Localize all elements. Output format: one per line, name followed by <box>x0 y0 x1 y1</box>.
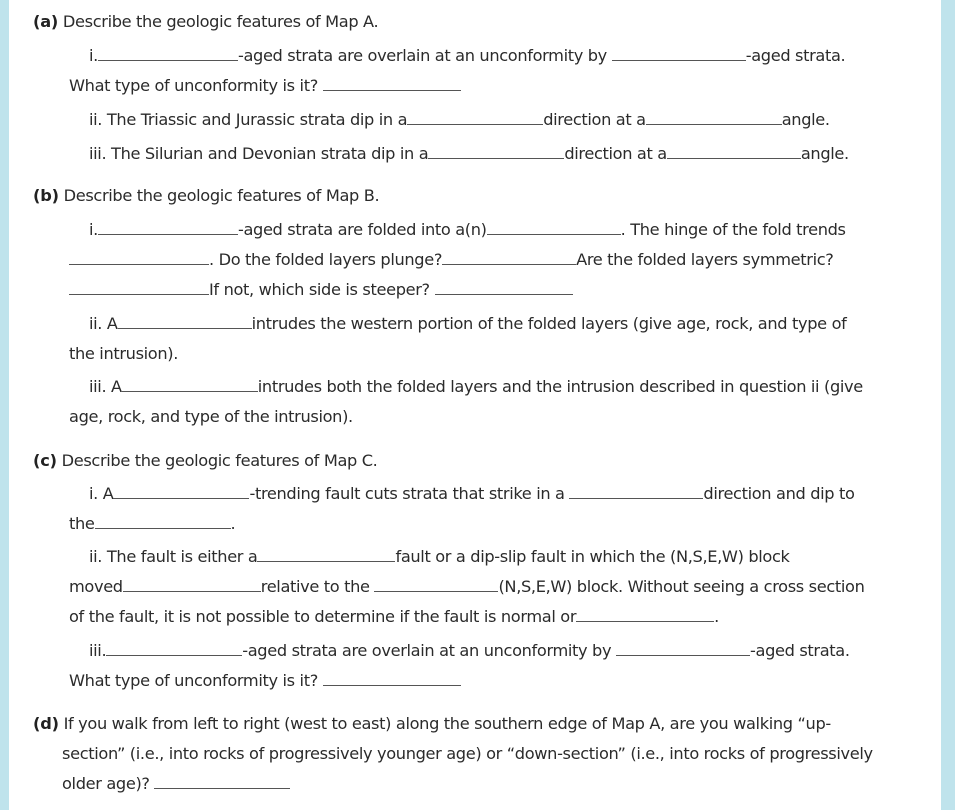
c-ii-text-mid: fault or a dip-slip fault in which the (N,S,E,W) block <box>395 547 790 566</box>
a-iii-line <box>89 143 849 165</box>
section-d-label: (d) <box>33 714 59 733</box>
c-ii-blank-4[interactable] <box>576 607 714 622</box>
c-iii-blank-2[interactable] <box>616 641 750 656</box>
a-i-number: i. <box>89 46 98 65</box>
section-c-title: Describe the geologic features of Map C. <box>61 451 378 470</box>
d-blank-1[interactable] <box>154 774 290 789</box>
c-ii-text-relative: relative to the <box>260 577 370 596</box>
c-ii-line <box>89 546 790 568</box>
section-d-line-3 <box>62 773 290 795</box>
a-i-question-text: What type of unconformity is it? <box>69 76 318 95</box>
b-i-blank-3[interactable] <box>69 250 209 265</box>
c-i-line-2 <box>69 513 235 535</box>
b-i-text-hinge: . The hinge of the fold trends <box>620 220 846 239</box>
section-d-line-1 <box>33 713 831 735</box>
section-a-title: Describe the geologic features of Map A. <box>62 12 379 31</box>
a-i-text-end: -aged strata. <box>745 46 846 65</box>
c-iii-question-text: What type of unconformity is it? <box>69 671 318 690</box>
c-iii-question <box>69 670 461 692</box>
a-ii-text-mid: direction at a <box>543 110 646 129</box>
c-iii-blank-3[interactable] <box>323 671 461 686</box>
c-ii-text-moved: moved <box>69 577 123 596</box>
a-iii-blank-2[interactable] <box>667 144 801 159</box>
left-frame-border <box>0 0 9 810</box>
c-iii-text-end: -aged strata. <box>750 641 850 660</box>
c-iii-text: -aged strata are overlain at an unconformity by <box>242 641 612 660</box>
b-iii-text: iii. A <box>89 377 122 396</box>
a-i-blank-1[interactable] <box>98 46 238 61</box>
b-ii-text: ii. A <box>89 314 118 333</box>
b-ii-blank-1[interactable] <box>118 314 252 329</box>
a-i-blank-3[interactable] <box>323 76 461 91</box>
c-ii-line-2 <box>69 576 865 598</box>
a-iii-text-end: angle. <box>800 144 849 163</box>
b-i-blank-6[interactable] <box>435 280 573 295</box>
a-iii-blank-1[interactable] <box>428 144 564 159</box>
section-a-heading <box>33 11 378 33</box>
b-ii-text-end: the intrusion). <box>69 344 179 363</box>
c-i-blank-3[interactable] <box>95 514 231 529</box>
a-i-line <box>89 45 845 67</box>
a-iii-text: iii. The Silurian and Devonian strata dip in a <box>89 144 429 163</box>
c-i-blank-2[interactable] <box>569 484 703 499</box>
b-i-blank-2[interactable] <box>487 220 621 235</box>
a-iii-text-mid: direction at a <box>564 144 667 163</box>
section-d-text-1: If you walk from left to right (west to east) along the southern edge of Map A, are you walking “up- <box>63 714 831 733</box>
section-b-title: Describe the geologic features of Map B. <box>63 186 380 205</box>
c-ii-text-block: (N,S,E,W) block. Without seeing a cross section <box>498 577 865 596</box>
c-i-blank-1[interactable] <box>113 484 249 499</box>
c-iii-line <box>89 640 850 662</box>
section-b-label: (b) <box>33 186 59 205</box>
c-i-text-the: the <box>69 514 95 533</box>
b-i-blank-4[interactable] <box>442 250 576 265</box>
c-i-text-mid: -trending fault cuts strata that strike in a <box>249 484 565 503</box>
a-ii-line <box>89 109 830 131</box>
c-ii-blank-3[interactable] <box>374 577 498 592</box>
c-ii-blank-1[interactable] <box>257 547 395 562</box>
c-ii-blank-2[interactable] <box>123 577 261 592</box>
a-ii-text: ii. The Triassic and Jurassic strata dip in a <box>89 110 408 129</box>
c-i-text-period: . <box>230 514 236 533</box>
b-iii-text-mid: intrudes both the folded layers and the intrusion described in question ii (give <box>257 377 863 396</box>
a-i-blank-2[interactable] <box>612 46 746 61</box>
b-iii-line-2 <box>69 406 353 428</box>
b-i-line-3 <box>69 279 573 301</box>
section-a-label: (a) <box>33 12 59 31</box>
right-frame-border <box>941 0 955 810</box>
c-ii-text: ii. The fault is either a <box>89 547 258 566</box>
b-i-blank-1[interactable] <box>98 220 238 235</box>
b-i-text: -aged strata are folded into a(n) <box>237 220 487 239</box>
c-ii-line-3 <box>69 606 719 628</box>
section-d-text-2: section” (i.e., into rocks of progressively younger age) or “down-section” (i.e., into rocks of progressively <box>62 744 873 763</box>
b-iii-blank-1[interactable] <box>122 377 258 392</box>
c-iii-blank-1[interactable] <box>106 641 242 656</box>
section-d-text-3: older age)? <box>62 774 150 793</box>
b-iii-line <box>89 376 863 398</box>
b-i-text-plunge: . Do the folded layers plunge? <box>209 250 443 269</box>
a-ii-blank-1[interactable] <box>407 110 543 125</box>
a-i-text: -aged strata are overlain at an unconformity by <box>237 46 607 65</box>
c-iii-number: iii. <box>89 641 107 660</box>
b-ii-line <box>89 313 846 335</box>
section-c-label: (c) <box>33 451 57 470</box>
c-i-line <box>89 483 855 505</box>
b-iii-text-end: age, rock, and type of the intrusion). <box>69 407 353 426</box>
b-i-text-steeper: If not, which side is steeper? <box>209 280 430 299</box>
b-i-line-2 <box>69 249 834 271</box>
worksheet-page <box>9 0 941 810</box>
a-i-question <box>69 75 461 97</box>
b-i-line <box>89 219 846 241</box>
section-b-heading <box>33 185 379 207</box>
b-ii-line-2 <box>69 343 178 365</box>
section-d-line-2 <box>62 743 873 765</box>
c-ii-text-period: . <box>714 607 719 626</box>
b-i-number: i. <box>89 220 98 239</box>
b-i-blank-5[interactable] <box>69 280 209 295</box>
b-i-text-symmetric: Are the folded layers symmetric? <box>576 250 834 269</box>
a-ii-text-end: angle. <box>781 110 830 129</box>
a-ii-blank-2[interactable] <box>646 110 782 125</box>
section-c-heading <box>33 450 377 472</box>
c-i-text: i. A <box>89 484 114 503</box>
c-i-text-dip: direction and dip to <box>703 484 855 503</box>
c-ii-text-normal: of the fault, it is not possible to determine if the fault is normal or <box>69 607 577 626</box>
b-ii-text-mid: intrudes the western portion of the folded layers (give age, rock, and type of <box>251 314 847 333</box>
